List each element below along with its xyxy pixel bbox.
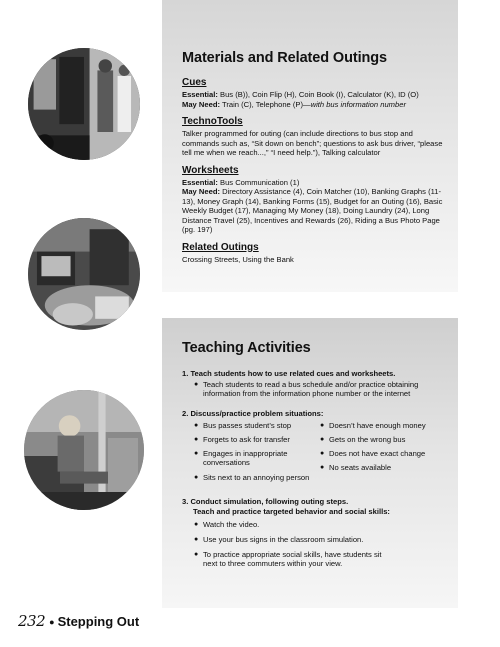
technotools-section — [182, 116, 452, 158]
list-item — [194, 550, 394, 569]
step-1-title: 1. Teach students how to use related cues and worksheets. — [182, 369, 396, 378]
list-item — [320, 421, 452, 430]
bullet-icon: ● — [320, 450, 325, 457]
may-need-label: May Need: — [182, 187, 220, 196]
list-item — [194, 421, 312, 430]
bus-boarding-photo — [28, 48, 140, 160]
list-item-text: No seats available — [329, 463, 392, 472]
list-item — [320, 463, 452, 472]
list-item-text: Does not have exact change — [329, 449, 426, 458]
worksheets-may-need-text: Directory Assistance (4), Coin Matcher (10), Banking Graphs (11-13), Money Graph (14), Banking Forms (15), Budget for an Outing (16), Basic Weekly Budget (17), Managing My Money (18), Doing Laundry (24), Long Distance Travel (25), Incentives and Rewards (26), Riding a Bus Photo Page (pg. 197) — [182, 187, 443, 234]
list-item-text: Watch the video. — [203, 520, 260, 529]
step-2-title: 2. Discuss/practice problem situations: — [182, 409, 324, 418]
cues-section — [182, 77, 452, 109]
list-item-text: Gets on the wrong bus — [329, 435, 406, 444]
cues-essential — [182, 90, 452, 100]
materials-title: Materials and Related Outings — [182, 50, 387, 66]
may-need-label: May Need: — [182, 99, 220, 109]
list-item — [320, 449, 452, 458]
bullet-icon: ● — [49, 617, 55, 627]
bullet-icon: ● — [320, 464, 325, 471]
worksheets-heading: Worksheets — [182, 164, 239, 176]
bullet-icon: ● — [320, 436, 325, 443]
related-outings-heading: Related Outings — [182, 241, 259, 253]
worksheets-essential-text: Bus Communication (1) — [220, 177, 300, 187]
bullet-icon: ● — [194, 474, 199, 481]
list-item-text: Sits next to an annoying person — [203, 473, 310, 482]
step-3-title-line-1: 3. Conduct simulation, following outing steps. — [182, 497, 349, 506]
related-outings-section — [182, 242, 452, 265]
cues-may-need — [182, 100, 452, 110]
list-item — [194, 435, 312, 444]
bullet-icon: ● — [320, 422, 325, 429]
list-item-text: Doesn’t have enough money — [329, 421, 426, 430]
book-title: Stepping Out — [57, 614, 140, 629]
bullet-icon: ● — [194, 521, 199, 528]
bullet-icon: ● — [194, 436, 199, 443]
list-item — [194, 449, 312, 468]
list-item — [320, 435, 452, 444]
cues-may-need-text: Train (C), Telephone (P)— — [221, 99, 311, 109]
step-3-title-line-2: Teach and practice targeted behavior and social skills: — [193, 507, 390, 516]
worksheets-section — [182, 165, 452, 235]
technotools-heading: TechnoTools — [182, 116, 243, 127]
materials-section — [182, 50, 452, 264]
list-item — [194, 520, 452, 529]
fare-payment-photo — [28, 218, 140, 330]
worksheets-essential — [182, 178, 452, 188]
list-item-text: Forgets to ask for transfer — [203, 435, 290, 444]
cues-essential-text: Bus (B)), Coin Flip (H), Coin Book (I), Calculator (K), ID (O) — [220, 90, 419, 99]
bullet-icon: ● — [194, 536, 199, 543]
bullet-icon: ● — [194, 381, 199, 388]
technotools-text: Talker programmed for outing (can include directions to bus stop and commands such as, “Sit down on bench”; questions to ask bus driver, “please tell me when we reach...,” “I need help.”), Talking calculator — [182, 129, 443, 157]
cues-heading: Cues — [182, 77, 207, 88]
list-item-text: Use your bus signs in the classroom simulation. — [203, 535, 364, 544]
bullet-icon: ● — [194, 450, 199, 457]
step-1-bullet — [194, 380, 452, 399]
seated-passenger-photo — [24, 390, 144, 510]
list-item-text: Engages in inappropriate conversations — [203, 449, 288, 468]
list-item-text: To practice appropriate social skills, have students sit next to three commuters within your view. — [203, 550, 382, 569]
list-item — [194, 535, 452, 544]
page-footer — [18, 612, 139, 630]
page-number: 232 — [18, 612, 46, 630]
essential-label: Essential: — [182, 90, 218, 99]
list-item-text: Bus passes student’s stop — [203, 421, 292, 430]
worksheets-may-need — [182, 187, 452, 235]
bullet-icon: ● — [194, 422, 199, 429]
bullet-icon: ● — [194, 551, 199, 558]
essential-label: Essential: — [182, 177, 218, 187]
teaching-activities-title: Teaching Activities — [182, 340, 311, 356]
cues-may-need-italic: with bus information number — [310, 99, 406, 109]
step-1-bullet-text: Teach students to read a bus schedule and/or practice obtaining information from the information phone number or the internet — [203, 380, 419, 399]
list-item — [194, 473, 312, 482]
related-outings-text: Crossing Streets, Using the Bank — [182, 254, 294, 264]
